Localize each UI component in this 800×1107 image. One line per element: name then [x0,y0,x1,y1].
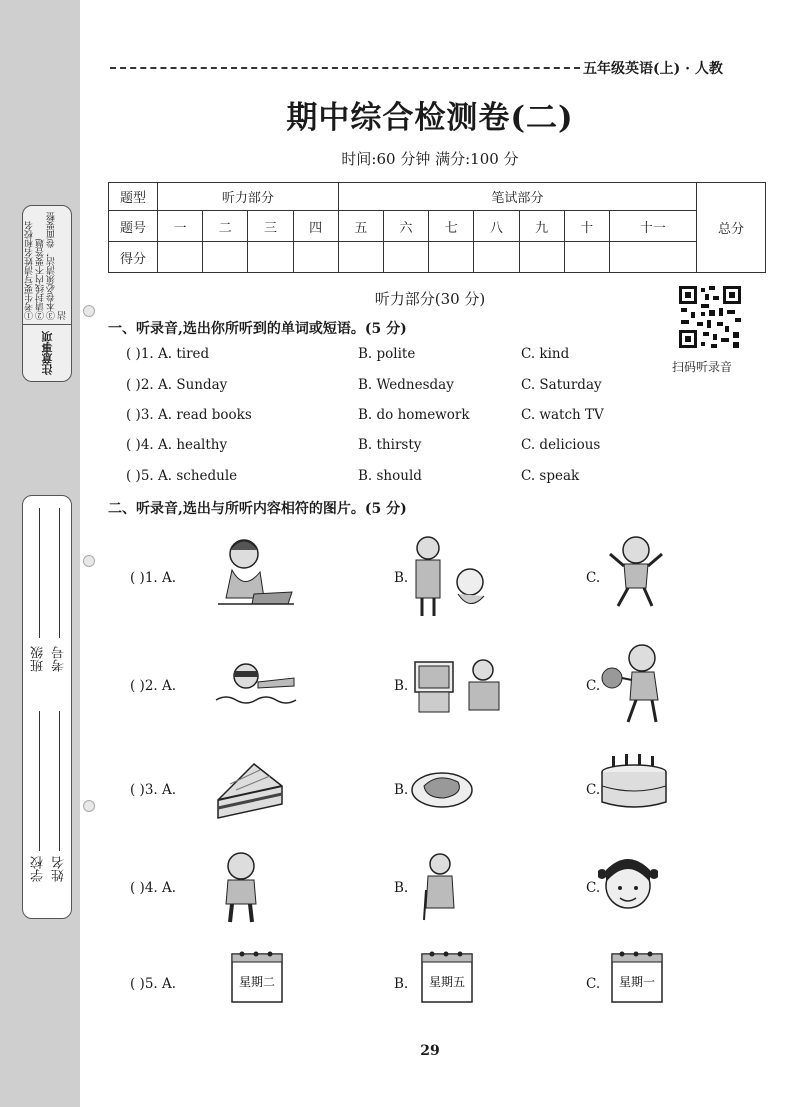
part1-title: 一、听录音,选出你所听到的单词或短语。(5 分) [108,321,407,337]
q-option-b[interactable]: B. polite [358,346,416,362]
meat-plate-icon [410,766,475,811]
row-label-b[interactable]: B. [394,976,409,992]
score-cell[interactable] [474,242,519,273]
row-label-c[interactable]: C. [586,880,601,896]
child-jumping-icon [606,532,666,612]
score-cell[interactable] [519,242,564,273]
q-option-c[interactable]: C. watch TV [521,407,604,423]
row-label-a[interactable]: ( )5. A. [130,976,177,992]
q-option-c[interactable]: C. delicious [521,437,601,453]
name-line[interactable] [59,711,60,851]
row-label-b[interactable]: B. [394,782,409,798]
picture-question-row [126,532,766,622]
boy-reading-icon [214,532,294,612]
name-label: 姓名 [52,856,67,882]
girl-face-icon [598,850,658,922]
score-label: 得分 [109,242,158,273]
score-cell[interactable] [248,242,293,273]
row-label-a[interactable]: ( )4. A. [130,880,177,896]
q-option-b[interactable]: B. Wednesday [358,377,454,393]
q-option-b[interactable]: B. should [358,468,422,484]
score-cell[interactable] [383,242,428,273]
row-label-c[interactable]: C. [586,976,601,992]
page-title: 期中综合检测卷(二) [286,100,574,136]
row-label-c[interactable]: C. [586,678,601,694]
q-option-c[interactable]: C. kind [521,346,570,362]
q-option-a[interactable]: ( )1. A. tired [126,346,210,362]
calendar-icon [606,946,668,1006]
page-number: 29 [420,1043,440,1059]
writing-label: 笔试部分 [338,183,696,211]
school-label: 学校 [31,856,46,882]
binding-hole [83,800,95,812]
student-info-box [22,495,72,919]
q-option-b[interactable]: B. thirsty [358,437,422,453]
score-cell[interactable] [158,242,203,273]
row-label-b[interactable]: B. [394,678,409,694]
swimmer-icon [214,660,299,710]
question-row [126,377,686,397]
part2-title: 二、听录音,选出与所听内容相符的图片。(5 分) [108,501,407,517]
calendar-a-text: 星期二 [238,975,276,989]
man-and-child-icon [406,532,501,617]
table-number: 五 [338,211,383,242]
picture-question-row [126,752,766,842]
notice-title-cell [23,324,71,380]
q-option-a[interactable]: ( )2. A. Sunday [126,377,228,393]
type-label: 题型 [109,183,158,211]
total-label: 总分 [697,183,766,273]
birthday-cake-icon [598,752,670,814]
school-line[interactable] [39,711,40,851]
notice-title: 注意事项 [40,330,54,375]
score-cell[interactable] [293,242,338,273]
qr-code-icon[interactable] [677,284,743,350]
listening-label: 听力部分 [158,183,339,211]
table-number: 三 [248,211,293,242]
row-label-c[interactable]: C. [586,782,601,798]
exam-no-line[interactable] [59,508,60,638]
table-number: 十一 [609,211,696,242]
qr-caption: 扫码听录音 [672,360,733,374]
binding-hole [83,555,95,567]
calendar-icon [226,946,288,1006]
q-option-c[interactable]: C. Saturday [521,377,602,393]
row-label-a[interactable]: ( )1. A. [130,570,177,586]
table-number: 九 [519,211,564,242]
exam-no-label: 考号 [52,646,67,672]
table-number: 四 [293,211,338,242]
header-dashed-line [110,67,580,69]
calendar-b-text: 星期五 [428,975,466,989]
score-cell[interactable] [429,242,474,273]
girl-with-balloon-icon [598,640,668,728]
table-number: 六 [383,211,428,242]
question-row [126,437,686,457]
boy-icon [216,850,266,926]
picture-question-row [126,942,766,1032]
score-cell[interactable] [564,242,609,273]
notice-line: ③本卷必须清洁，卷面要整洁 [47,212,68,320]
row-label-a[interactable]: ( )2. A. [130,678,177,694]
calendar-c-text: 星期一 [618,975,656,989]
question-row [126,346,686,366]
table-number: 八 [474,211,519,242]
q-option-a[interactable]: ( )3. A. read books [126,407,252,423]
table-number: 十 [564,211,609,242]
time-info: 时间:60 分钟 满分:100 分 [341,150,519,168]
row-label-b[interactable]: B. [394,570,409,586]
class-line[interactable] [39,508,40,638]
picture-question-row [126,640,766,730]
table-number: 一 [158,211,203,242]
class-label: 班级 [31,646,46,672]
calendar-icon [416,946,478,1006]
q-option-c[interactable]: C. speak [521,468,580,484]
number-label: 题号 [109,211,158,242]
subject-label: 五年级英语(上) · 人教 [583,61,723,77]
score-cell[interactable] [338,242,383,273]
sandwich-icon [214,760,286,822]
old-woman-icon [420,850,460,922]
score-table [108,182,766,273]
q-option-a[interactable]: ( )5. A. schedule [126,468,238,484]
notice-line: ②请封线内不要答题 [36,239,46,320]
watching-tv-icon [411,650,506,720]
q-option-b[interactable]: B. do homework [358,407,470,423]
table-number: 七 [429,211,474,242]
row-label-b[interactable]: B. [394,880,409,896]
table-number: 二 [203,211,248,242]
question-row [126,407,686,427]
score-cell[interactable] [203,242,248,273]
listening-header: 听力部分(30 分) [374,290,486,308]
q-option-a[interactable]: ( )4. A. healthy [126,437,228,453]
question-row [126,468,686,488]
score-cell[interactable] [609,242,696,273]
row-label-a[interactable]: ( )3. A. [130,782,177,798]
notice-line: ①考生要写清姓名和校名 [25,221,35,320]
row-label-c[interactable]: C. [586,570,601,586]
picture-question-row [126,848,766,938]
